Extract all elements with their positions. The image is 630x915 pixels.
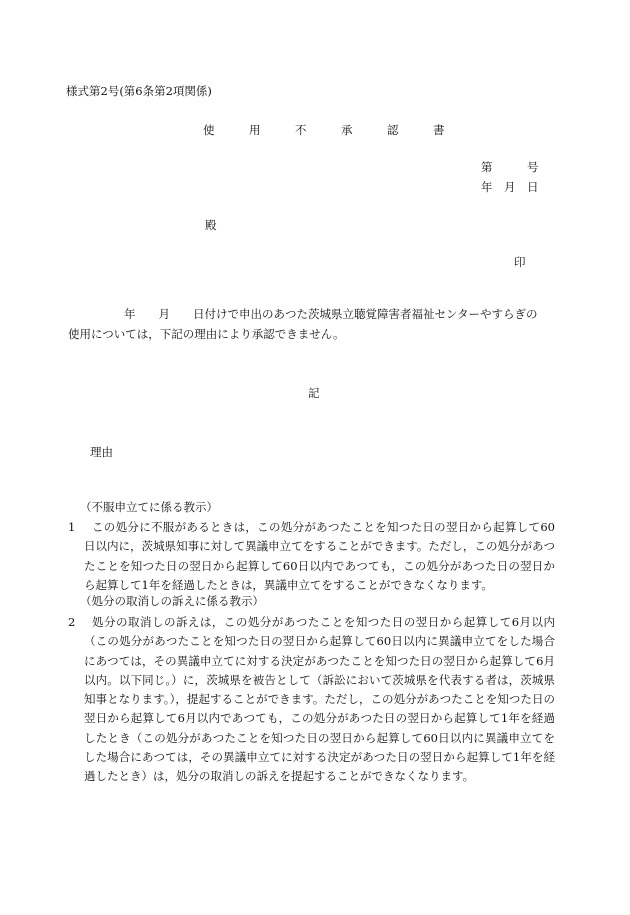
notice2-number: 2 [68, 615, 76, 629]
title-char: 書 [433, 123, 445, 137]
form-label: 様式第2号(第6条第2項関係) [66, 84, 212, 98]
title-char: 用 [249, 123, 261, 137]
title-char: 承 [341, 123, 353, 137]
title-char: 認 [387, 123, 399, 137]
document-date: 年 月 日 [481, 180, 539, 194]
notice2-item [68, 613, 555, 787]
notice2-heading: （処分の取消しの訴えに係る教示） [80, 594, 264, 608]
notice1-item [68, 518, 555, 595]
title-char: 使 [203, 123, 215, 137]
notice1-heading: （不服申立てに係る教示） [80, 500, 218, 514]
notice1-text: この処分に不服があるときは，この処分があつたことを知つた日の翌日から起算して60日以内に，茨城県知事に対して異議申立てをすることができます。ただし，この処分があつたことを知つた日の翌日から起算して60日以内であつても，この処分があつた日の翌日から起算して1年を経過したときは，異議申立てをすることができなくなります。 [84, 520, 555, 592]
body-paragraph [68, 305, 554, 344]
addressee-suffix: 殿 [205, 218, 217, 232]
document-number: 第 号 [481, 160, 539, 174]
body-line-2: 使用については，下記の理由により承認できません。 [68, 326, 345, 341]
notice1-number: 1 [68, 520, 76, 534]
seal-mark: 印 [514, 255, 526, 269]
ki-heading: 記 [308, 386, 320, 400]
document-title [203, 123, 445, 137]
reason-label: 理由 [90, 445, 113, 459]
title-char: 不 [295, 123, 307, 137]
body-line-1: 年 月 日付けで申出のあつた茨城県立聴覚障害者福祉センターやすらぎの [124, 307, 538, 321]
notice2-text: 処分の取消しの訴えは，この処分があつたことを知つた日の翌日から起算して6月以内（この処分があつたことを知つた日の翌日から起算して60日以内に異議申立てをした場合にあつては，その異議申立てに対する決定があつたことを知つた日の翌日から起算して6月以内。以下同じ。）に，茨城県を被告として（訴訟において茨城県を代表する者は，茨城県知事となります。），提起することができます。ただし，この処分があつたことを知つた日の翌日から起算して6月以内であつても，この処分があつた日の翌日から起算して1年を経過したとき（この処分があつたことを知つた日の翌日から起算して60日以内に異議申立てをした場合にあつては，その異議申立てに対する決定があつた日の翌日から起算して1年を経過したとき）は，処分の取消しの訴えを提起することができなくなります。 [84, 615, 555, 784]
